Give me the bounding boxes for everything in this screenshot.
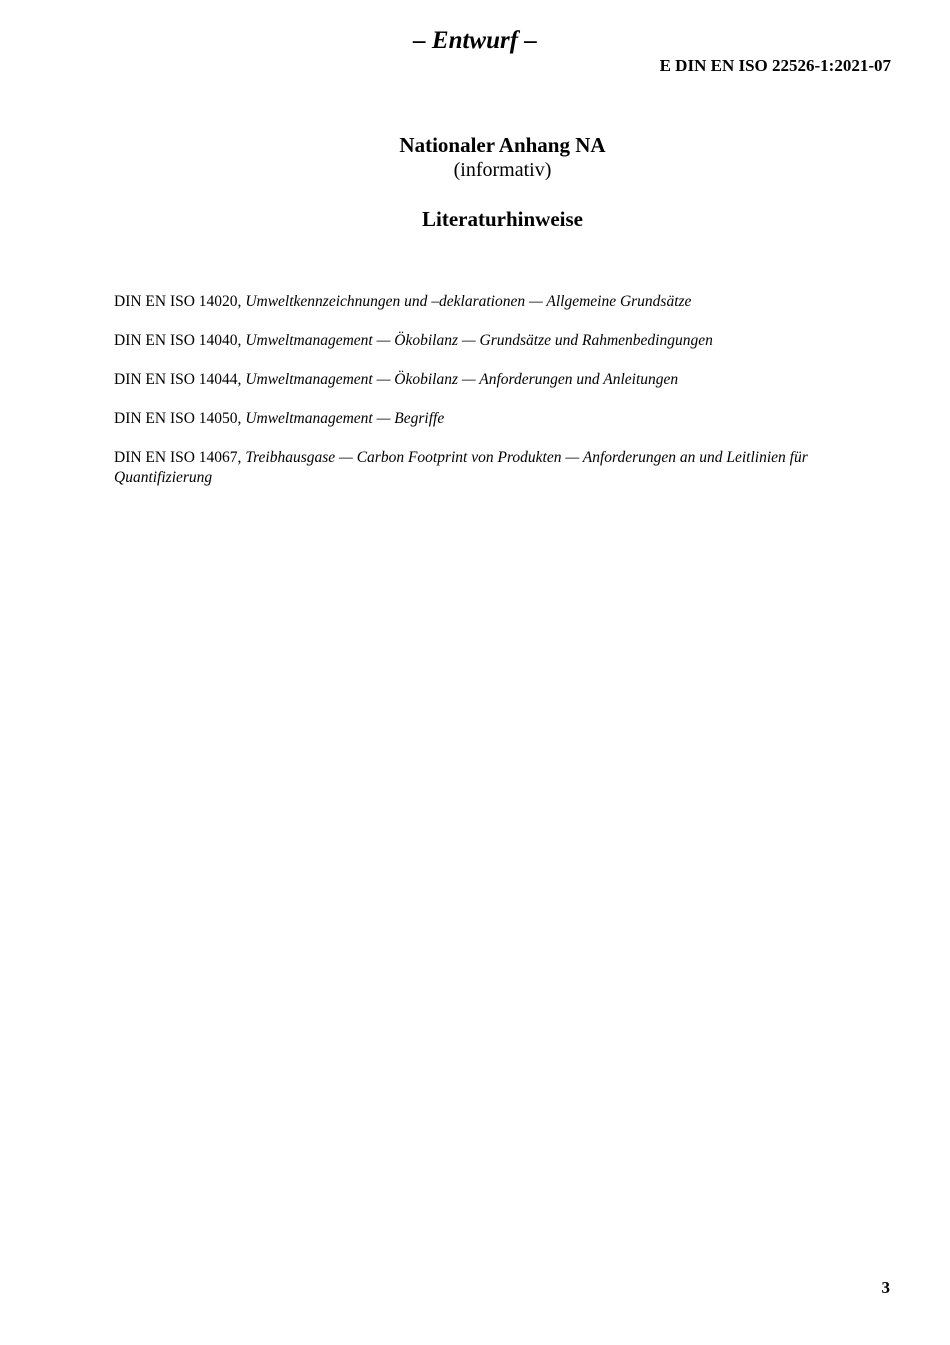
reference-title: Umweltmanagement — Ökobilanz — Anforderungen und Anleitungen: [245, 371, 679, 388]
reference-code: DIN EN ISO 14067,: [114, 449, 246, 466]
reference-item: [114, 370, 892, 390]
annex-informative-note: (informativ): [453, 159, 552, 181]
reference-title: Umweltmanagement — Begriffe: [245, 410, 445, 427]
reference-item: [114, 331, 892, 351]
reference-item: [114, 409, 892, 429]
document-id: E DIN EN ISO 22526-1:2021-07: [659, 56, 891, 75]
reference-item: [114, 292, 892, 312]
reference-code: DIN EN ISO 14040,: [114, 332, 246, 349]
reference-code: DIN EN ISO 14044,: [114, 371, 246, 388]
annex-title: Nationaler Anhang NA: [399, 133, 606, 157]
reference-list: [114, 292, 892, 507]
section-title: Literaturhinweise: [422, 207, 583, 231]
reference-title: Umweltkennzeichnungen und –deklarationen — Allgemeine Grundsätze: [245, 293, 692, 310]
reference-code: DIN EN ISO 14020,: [114, 293, 246, 310]
draft-mark: – Entwurf –: [413, 27, 537, 54]
reference-title: Umweltmanagement — Ökobilanz — Grundsätze und Rahmenbedingungen: [245, 332, 713, 349]
page-number: 3: [881, 1278, 890, 1297]
reference-item: [114, 448, 892, 488]
reference-code: DIN EN ISO 14050,: [114, 410, 246, 427]
reference-title: Treibhausgase — Carbon Footprint von Produkten — Anforderungen an und Leitlinien für Quantifizierung: [114, 449, 808, 486]
